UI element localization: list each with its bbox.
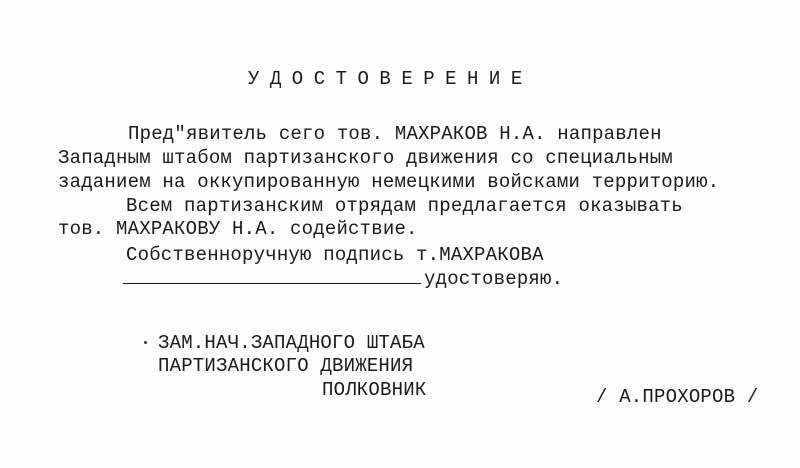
signatory-line-2: ПАРТИЗАНСКОГО ДВИЖЕНИЯ xyxy=(158,355,414,377)
signature-line xyxy=(123,283,421,284)
signatory-name: / А.ПРОХОРОВ / xyxy=(596,386,759,408)
body-line-4: Всем партизанским отрядам предлагается оказывать xyxy=(126,195,683,217)
signature-intro: Собственноручную подпись т.МАХРАКОВА xyxy=(126,244,544,266)
body-line-3: заданием на оккупированную немецкими войсками территорию. xyxy=(58,171,720,193)
signatory-line-1: ЗАМ.НАЧ.ЗАПАДНОГО ШТАБА xyxy=(158,332,425,354)
ink-dot xyxy=(144,341,147,344)
certify-word: удостоверяю. xyxy=(424,268,564,290)
document-title: УДОСТОВЕРЕНИЕ xyxy=(248,68,533,90)
signatory-rank: ПОЛКОВНИК xyxy=(322,379,427,401)
body-line-2: Западным штабом партизанского движения со специальным xyxy=(58,147,673,169)
body-line-5: тов. МАХРАКОВУ Н.А. содействие. xyxy=(58,218,418,240)
body-line-1: Пред"явитель сего тов. МАХРАКОВ Н.А. направлен xyxy=(128,123,662,145)
